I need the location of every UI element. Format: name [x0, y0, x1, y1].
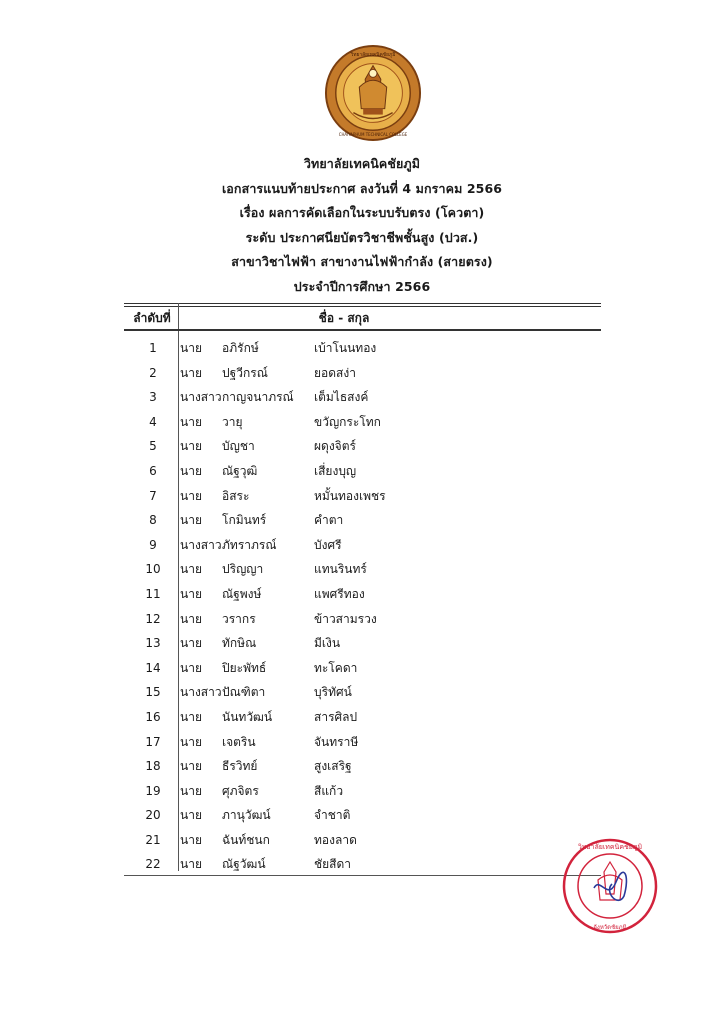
row-number: 13 — [145, 636, 161, 651]
row-first-name: ภัทราภรณ์ — [222, 537, 277, 552]
row-title: นาย — [180, 709, 202, 724]
table-row — [124, 385, 601, 410]
row-title: นางสาว — [180, 685, 222, 700]
row-number: 22 — [145, 857, 161, 872]
table-row — [124, 533, 601, 558]
row-title: นาย — [180, 513, 202, 528]
table-row — [124, 754, 601, 779]
row-number: 18 — [145, 759, 161, 774]
row-first-name: ภานุวัฒน์ — [222, 808, 271, 823]
college-seal-logo — [324, 44, 422, 142]
row-title: นาย — [180, 783, 202, 798]
row-last-name: สีแก้ว — [314, 783, 344, 798]
table-row — [124, 680, 601, 705]
table-row — [124, 779, 601, 804]
subject-line: เรื่อง ผลการคัดเลือกในระบบรับตรง (โควตา) — [239, 205, 485, 221]
row-first-name: ฉันท์ชนก — [222, 832, 270, 847]
svg-text:จังหวัดชัยภูมิ: จังหวัดชัยภูมิ — [593, 924, 627, 931]
row-last-name: ทองลาด — [314, 832, 357, 847]
program-line: สาขาวิชาไฟฟ้า สาขางานไฟฟ้ากำลัง (สายตรง) — [231, 254, 493, 270]
row-number: 8 — [149, 513, 157, 528]
row-number: 2 — [149, 365, 157, 380]
announcement-header — [0, 152, 724, 300]
row-first-name: กาญจนาภรณ์ — [222, 390, 294, 405]
row-title: นาย — [180, 832, 202, 847]
row-title: นาย — [180, 463, 202, 478]
level-line: ระดับ ประกาศนียบัตรวิชาชีพชั้นสูง (ปวส.) — [245, 229, 479, 245]
row-number: 1 — [149, 341, 157, 355]
table-row — [124, 730, 601, 755]
row-title: นาย — [180, 365, 202, 380]
row-first-name: ณัฐพงษ์ — [222, 586, 262, 601]
table-row — [124, 410, 601, 435]
table-row — [124, 459, 601, 484]
row-number: 15 — [145, 685, 161, 700]
table-row — [124, 828, 601, 853]
row-first-name: ทักษิณ — [222, 636, 257, 651]
table-row — [124, 852, 601, 877]
table-row — [124, 631, 601, 656]
row-number: 10 — [145, 562, 161, 577]
row-title: นาย — [180, 808, 202, 823]
table-top-border-inner — [124, 306, 601, 307]
table-row — [124, 656, 601, 681]
row-first-name: วรากร — [222, 611, 256, 626]
row-title: นาย — [180, 341, 202, 355]
row-title: นางสาว — [180, 537, 222, 552]
row-number: 12 — [145, 611, 161, 626]
row-number: 11 — [145, 586, 161, 601]
row-title: นาย — [180, 734, 202, 749]
row-last-name: ชัยสีดา — [314, 857, 352, 872]
table-row — [124, 582, 601, 607]
row-first-name: ปริญญา — [222, 562, 264, 577]
row-title: นาย — [180, 439, 202, 454]
row-first-name: ธีรวิทย์ — [222, 759, 258, 774]
official-stamp — [560, 836, 660, 936]
row-title: นาย — [180, 562, 202, 577]
row-title: นางสาว — [180, 390, 222, 405]
row-last-name: ทะโคดา — [314, 660, 358, 675]
row-last-name: เต็มไธสงค์ — [314, 390, 369, 405]
row-title: นาย — [180, 857, 202, 872]
row-first-name: โกมินทร์ — [222, 513, 267, 528]
row-last-name: บังศรี — [314, 537, 342, 552]
table-row — [124, 361, 601, 386]
column-header-number: ลำดับที่ — [133, 311, 171, 325]
row-title: นาย — [180, 636, 202, 651]
svg-text:CHAIYAPHUM TECHNICAL COLLEGE: CHAIYAPHUM TECHNICAL COLLEGE — [338, 132, 408, 138]
row-first-name: นันทวัฒน์ — [222, 709, 273, 724]
table-body — [124, 336, 601, 877]
row-last-name: แทนรินทร์ — [314, 562, 367, 577]
row-number: 16 — [145, 709, 161, 724]
table-row — [124, 607, 601, 632]
row-first-name: ปัณฑิตา — [222, 685, 266, 700]
row-first-name: ปฐวีกรณ์ — [222, 365, 268, 380]
academic-year-line: ประจำปีการศึกษา 2566 — [293, 278, 431, 294]
table-row — [124, 803, 601, 828]
row-last-name: หมั้นทองเพชร — [314, 488, 386, 503]
announcement-date-line: เอกสารแนบท้ายประกาศ ลงวันที่ 4 มกราคม 2566 — [221, 180, 503, 196]
row-number: 4 — [149, 414, 157, 429]
row-first-name: บัญชา — [222, 439, 255, 454]
row-first-name: ณัฐวัฒน์ — [222, 857, 266, 872]
table-bottom-border — [124, 875, 601, 876]
row-last-name: ข้าวสามรวง — [314, 611, 377, 626]
row-title: นาย — [180, 488, 202, 503]
table-row — [124, 705, 601, 730]
svg-text:วิทยาลัยเทคนิคชัยภูมิ: วิทยาลัยเทคนิคชัยภูมิ — [577, 843, 643, 851]
row-last-name: มีเงิน — [314, 636, 341, 651]
row-last-name: สารศิลป — [314, 709, 358, 724]
college-name: วิทยาลัยเทคนิคชัยภูมิ — [303, 156, 421, 171]
row-title: นาย — [180, 660, 202, 675]
table-top-border — [124, 303, 601, 304]
row-last-name: ยอดสง่า — [314, 365, 356, 380]
row-last-name: บุริทัศน์ — [314, 685, 352, 700]
row-last-name: ผดุงจิตร์ — [314, 439, 356, 454]
column-header-name: ชื่อ - สกุล — [318, 311, 370, 325]
row-last-name: จันทราษี — [314, 734, 359, 749]
row-title: นาย — [180, 759, 202, 774]
row-first-name: ปิยะพัทธ์ — [222, 660, 267, 675]
table-row — [124, 508, 601, 533]
row-last-name: สูงเสริฐ — [314, 759, 352, 774]
row-last-name: คำตา — [314, 513, 344, 528]
row-number: 9 — [149, 537, 157, 552]
row-first-name: ศุภจิตร — [222, 783, 259, 798]
table-row — [124, 336, 601, 361]
row-title: นาย — [180, 586, 202, 601]
row-last-name: แพศรีทอง — [314, 586, 365, 601]
row-number: 5 — [149, 439, 157, 454]
table-row — [124, 434, 601, 459]
row-number: 7 — [149, 488, 157, 503]
row-first-name: อิสระ — [222, 488, 250, 503]
row-last-name: เสี่ยงบุญ — [314, 463, 357, 478]
row-last-name: จำชาติ — [314, 808, 351, 823]
row-title: นาย — [180, 611, 202, 626]
row-number: 20 — [145, 808, 161, 823]
row-number: 19 — [145, 783, 161, 798]
table-header-border — [124, 329, 601, 331]
row-last-name: เบ้าโนนทอง — [314, 341, 377, 355]
row-first-name: อภิรักษ์ — [222, 341, 259, 355]
svg-text:วิทยาลัยเทคนิคชัยภูมิ: วิทยาลัยเทคนิคชัยภูมิ — [350, 51, 396, 58]
row-last-name: ขวัญกระโทก — [314, 414, 381, 429]
table-row — [124, 484, 601, 509]
row-number: 17 — [145, 734, 161, 749]
row-first-name: ณัฐวุฒิ — [222, 463, 258, 478]
row-first-name: วายุ — [222, 414, 243, 429]
row-number: 3 — [149, 390, 157, 405]
row-number: 6 — [149, 463, 157, 478]
row-number: 14 — [145, 660, 161, 675]
row-first-name: เจตริน — [222, 734, 256, 749]
row-title: นาย — [180, 414, 202, 429]
table-row — [124, 557, 601, 582]
row-number: 21 — [145, 832, 161, 847]
